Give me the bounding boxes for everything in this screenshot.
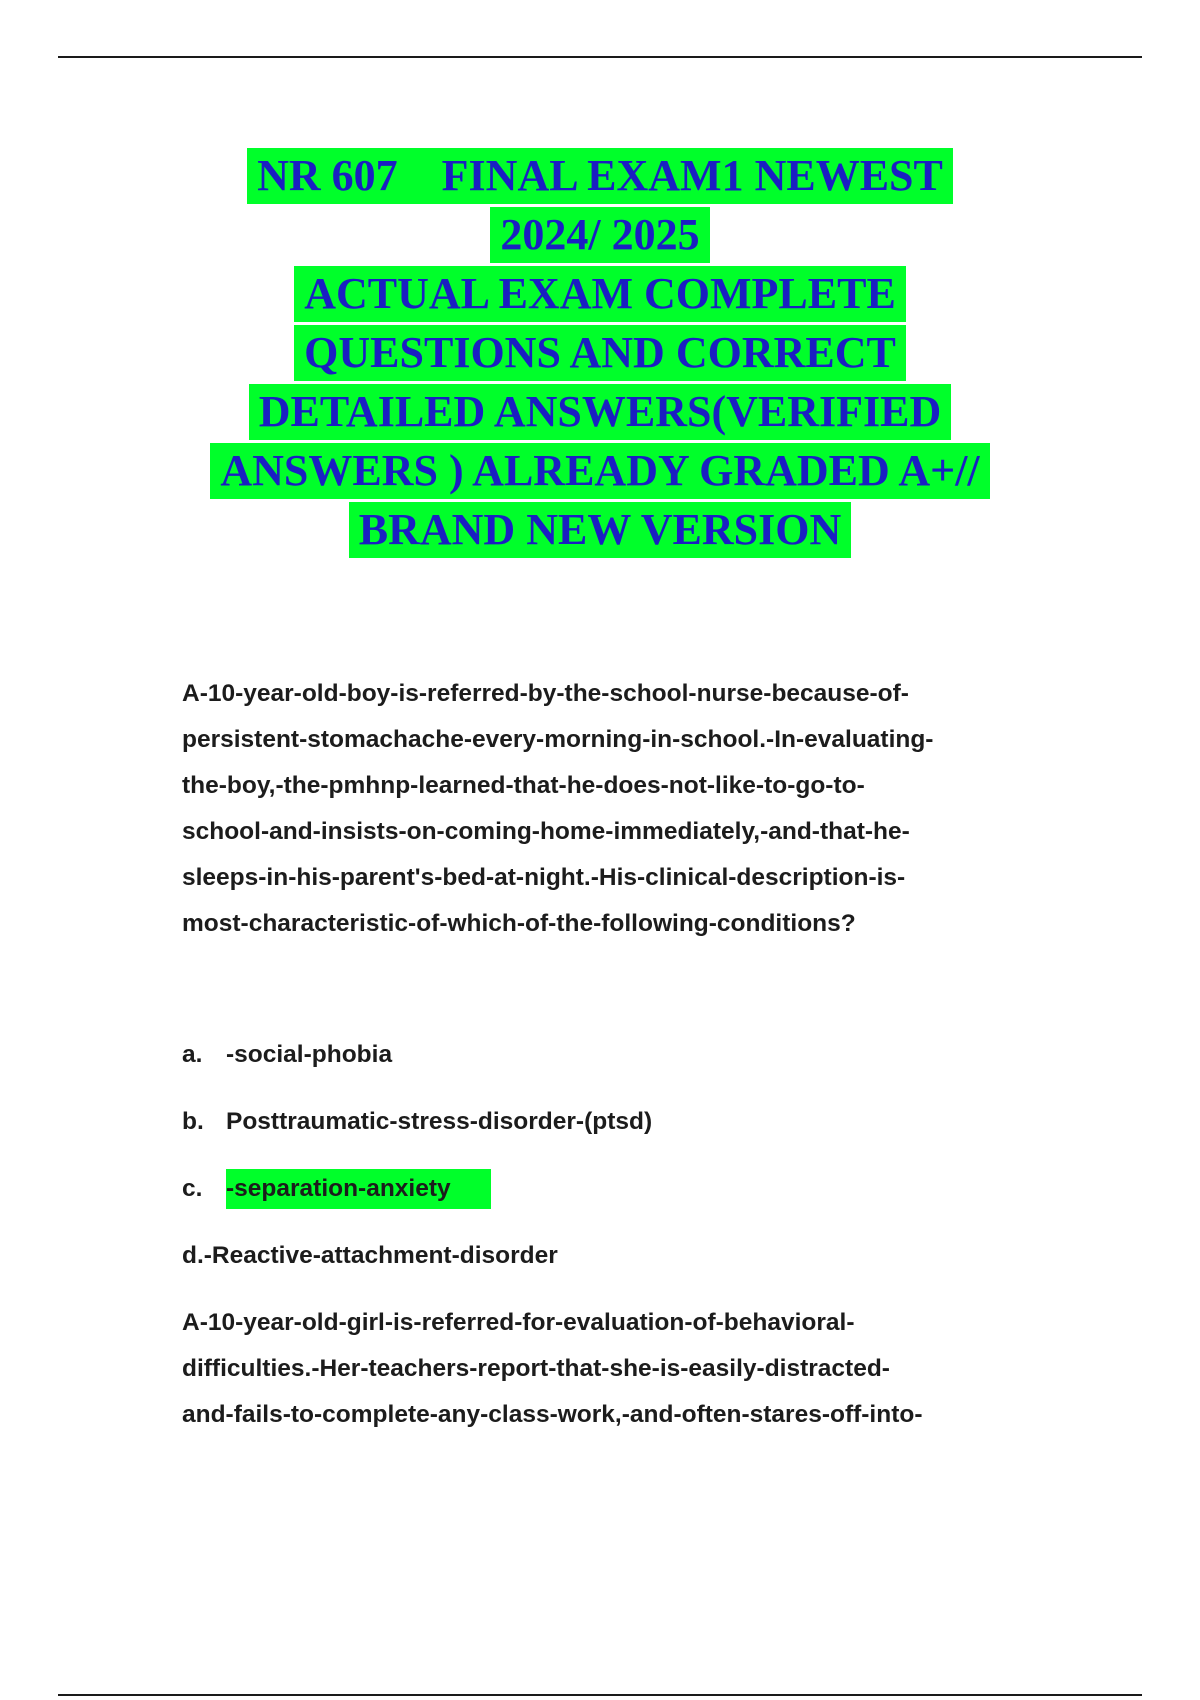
question-line: school-and-insists-on-coming-home-immediately,-and-that-he- — [182, 818, 910, 845]
option-b — [182, 1102, 652, 1142]
option-a — [182, 1035, 392, 1075]
option-letter: c. — [182, 1175, 203, 1202]
option-letter: b. — [182, 1108, 204, 1135]
question-line: the-boy,-the-pmhnp-learned-that-he-does-not-like-to-go-to- — [182, 772, 865, 799]
highlighted-answer-text: -separation-anxiety — [226, 1169, 491, 1209]
title-line-text: DETAILED ANSWERS(VERIFIED — [249, 384, 952, 440]
question-2-stem — [182, 1300, 1082, 1438]
option-text: -social-phobia — [226, 1041, 393, 1068]
option-c-correct-answer — [182, 1169, 491, 1209]
option-text: Posttraumatic-stress-disorder-(ptsd) — [226, 1108, 653, 1135]
question-1-stem — [182, 671, 1082, 947]
option-text: d.-Reactive-attachment-disorder — [182, 1242, 558, 1269]
title-line — [100, 384, 1100, 443]
title-line-text: ACTUAL EXAM COMPLETE — [294, 266, 906, 322]
document-title — [100, 148, 1100, 561]
title-line-text: QUESTIONS AND CORRECT — [294, 325, 906, 381]
title-line-text: ANSWERS ) ALREADY GRADED A+// — [210, 443, 989, 499]
question-line: A-10-year-old-boy-is-referred-by-the-school-nurse-because-of- — [182, 680, 909, 707]
option-letter: a. — [182, 1041, 203, 1068]
title-line-text: NR 607 FINAL EXAM1 NEWEST — [247, 148, 953, 204]
option-d — [182, 1236, 558, 1276]
question-line: sleeps-in-his-parent's-bed-at-night.-His-clinical-description-is- — [182, 864, 906, 891]
title-line — [100, 266, 1100, 325]
title-line — [100, 443, 1100, 502]
question-line: most-characteristic-of-which-of-the-following-conditions? — [182, 910, 856, 937]
top-rule — [58, 56, 1142, 58]
question-line: and-fails-to-complete-any-class-work,-and-often-stares-off-into- — [182, 1401, 923, 1428]
bottom-rule — [58, 1694, 1142, 1696]
title-line-text: BRAND NEW VERSION — [349, 502, 851, 558]
title-line — [100, 207, 1100, 266]
title-line — [100, 148, 1100, 207]
title-line-text: 2024/ 2025 — [490, 207, 709, 263]
question-line: persistent-stomachache-every-morning-in-school.-In-evaluating- — [182, 726, 934, 753]
title-line — [100, 325, 1100, 384]
question-line: difficulties.-Her-teachers-report-that-she-is-easily-distracted- — [182, 1355, 890, 1382]
title-line — [100, 502, 1100, 561]
question-line: A-10-year-old-girl-is-referred-for-evaluation-of-behavioral- — [182, 1309, 855, 1336]
